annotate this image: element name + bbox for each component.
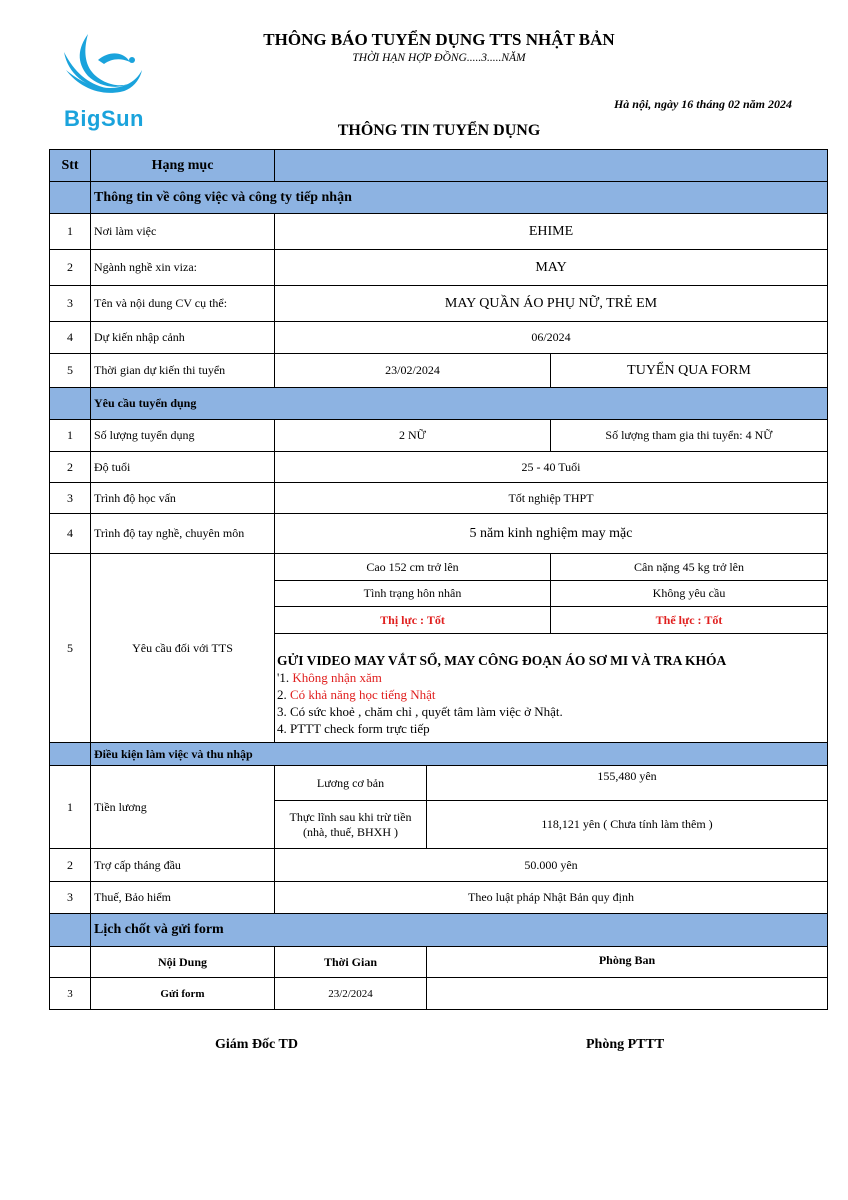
table-row <box>50 250 828 286</box>
row-value: 06/2024 <box>275 322 828 354</box>
section-title-requirements: Yêu cầu tuyển dụng <box>91 388 828 420</box>
header-item: Hạng mục <box>91 150 275 182</box>
marital-value: Không yêu cầu <box>551 581 828 607</box>
row-value: 25 - 40 Tuổi <box>275 452 828 483</box>
row-value: MAY QUẦN ÁO PHỤ NỮ, TRẺ EM <box>275 286 828 322</box>
row-value: MAY <box>275 250 828 286</box>
row-stt: 3 <box>50 978 91 1010</box>
row-stt: 3 <box>50 882 91 914</box>
row-stt: 1 <box>50 766 91 849</box>
row-stt: 2 <box>50 250 91 286</box>
header-stt: Stt <box>50 150 91 182</box>
recruitment-table <box>49 149 828 1010</box>
row-label: Tên và nội dung CV cụ thể: <box>91 286 275 322</box>
section-row <box>50 914 828 947</box>
note-text: Có khả năng học tiếng Nhật <box>290 687 436 702</box>
eyesight-requirement: Thị lực : Tốt <box>275 607 551 634</box>
table-row <box>50 554 828 581</box>
row-label: Nơi làm việc <box>91 214 275 250</box>
signature-director: Giám Đốc TD <box>215 1037 298 1052</box>
row-label: Thuế, Bảo hiểm <box>91 882 275 914</box>
table-row <box>50 452 828 483</box>
row-stt: 4 <box>50 322 91 354</box>
schedule-col-content: Nội Dung <box>91 947 275 978</box>
table-row <box>50 420 828 452</box>
note-prefix: '1. <box>277 670 293 685</box>
row-stt: 1 <box>50 214 91 250</box>
row-stt: 3 <box>50 483 91 514</box>
schedule-content: Gửi form <box>91 978 275 1010</box>
table-row <box>50 354 828 388</box>
table-row <box>50 849 828 882</box>
row-label: Trình độ tay nghề, chuyên môn <box>91 514 275 554</box>
row-value: Tốt nghiệp THPT <box>275 483 828 514</box>
note-item: 4. PTTT check form trực tiếp <box>277 721 430 736</box>
row-value: Theo luật pháp Nhật Bản quy định <box>275 882 828 914</box>
row-label: Trợ cấp tháng đầu <box>91 849 275 882</box>
note-text: Không nhận xăm <box>292 670 382 685</box>
section-row <box>50 743 828 766</box>
date-line: Hà nội, ngày 16 tháng 02 năm 2024 <box>613 97 792 111</box>
row-stt: 5 <box>50 554 91 743</box>
height-requirement: Cao 152 cm trở lên <box>275 554 551 581</box>
signature-department: Phòng PTTT <box>586 1037 665 1052</box>
base-salary-label: Lương cơ bản <box>275 766 427 801</box>
note-item <box>277 669 825 686</box>
fitness-requirement: Thể lực : Tốt <box>551 607 828 634</box>
notes-heading: GỬI VIDEO MAY VẮT SỔ, MAY CÔNG ĐOẠN ÁO SƠ MI VÀ TRA KHÓA <box>277 653 727 668</box>
section-title-schedule: Lịch chốt và gửi form <box>91 914 828 947</box>
row-value-2: TUYỂN QUA FORM <box>551 354 828 388</box>
schedule-col-time: Thời Gian <box>275 947 427 978</box>
table-row <box>50 514 828 554</box>
row-label: Tiền lương <box>91 766 275 849</box>
document-subtitle: THỜI HẠN HỢP ĐỒNG.....3.....NĂM <box>352 52 526 64</box>
note-prefix: 2. <box>277 687 290 702</box>
row-label: Số lượng tuyển dụng <box>91 420 275 452</box>
row-stt: 2 <box>50 849 91 882</box>
row-value: 23/02/2024 <box>275 354 551 388</box>
section-title-income: Điều kiện làm việc và thu nhập <box>91 743 828 766</box>
row-label: Trình độ học vấn <box>91 483 275 514</box>
table-row <box>50 214 828 250</box>
note-item <box>277 686 825 703</box>
section-row <box>50 182 828 214</box>
net-salary-label: Thực lĩnh sau khi trừ tiền (nhà, thuế, BHXH ) <box>275 801 427 849</box>
table-row <box>50 483 828 514</box>
table-row <box>50 882 828 914</box>
logo-text: BigSun <box>64 106 144 131</box>
table-row <box>50 766 828 801</box>
schedule-col-dept: Phòng Ban <box>427 947 828 978</box>
requirement-notes <box>275 634 828 743</box>
section-title-job: Thông tin về công việc và công ty tiếp nhận <box>91 182 828 214</box>
marital-label: Tình trạng hôn nhân <box>275 581 551 607</box>
header-blank <box>275 150 828 182</box>
document-title: THÔNG BÁO TUYỂN DỤNG TTS NHẬT BẢN <box>263 30 615 49</box>
table-row <box>50 947 828 978</box>
weight-requirement: Cân nặng 45 kg trở lên <box>551 554 828 581</box>
row-stt: 3 <box>50 286 91 322</box>
row-value: 2 NỮ <box>275 420 551 452</box>
row-value: EHIME <box>275 214 828 250</box>
schedule-time: 23/2/2024 <box>275 978 427 1010</box>
section-title: THÔNG TIN TUYỂN DỤNG <box>337 122 541 139</box>
schedule-dept <box>427 978 828 1010</box>
table-header-row <box>50 150 828 182</box>
row-value-2: Số lượng tham gia thi tuyển: 4 NỮ <box>551 420 828 452</box>
row-label: Độ tuổi <box>91 452 275 483</box>
row-label: Dự kiến nhập cảnh <box>91 322 275 354</box>
row-value: 50.000 yên <box>275 849 828 882</box>
row-label: Thời gian dự kiến thi tuyển <box>91 354 275 388</box>
table-row <box>50 286 828 322</box>
row-stt: 4 <box>50 514 91 554</box>
row-stt: 5 <box>50 354 91 388</box>
section-row <box>50 388 828 420</box>
row-stt: 1 <box>50 420 91 452</box>
row-label: Yêu cầu đối với TTS <box>91 554 275 743</box>
note-item: 3. Có sức khoẻ , chăm chỉ , quyết tâm làm việc ở Nhật. <box>277 704 563 719</box>
table-row <box>50 322 828 354</box>
row-stt: 2 <box>50 452 91 483</box>
row-value: 5 năm kinh nghiệm may mặc <box>275 514 828 554</box>
table-row <box>50 978 828 1010</box>
base-salary-value: 155,480 yên <box>427 766 828 801</box>
net-salary-value: 118,121 yên ( Chưa tính làm thêm ) <box>427 801 828 849</box>
row-label: Ngành nghề xin viza: <box>91 250 275 286</box>
